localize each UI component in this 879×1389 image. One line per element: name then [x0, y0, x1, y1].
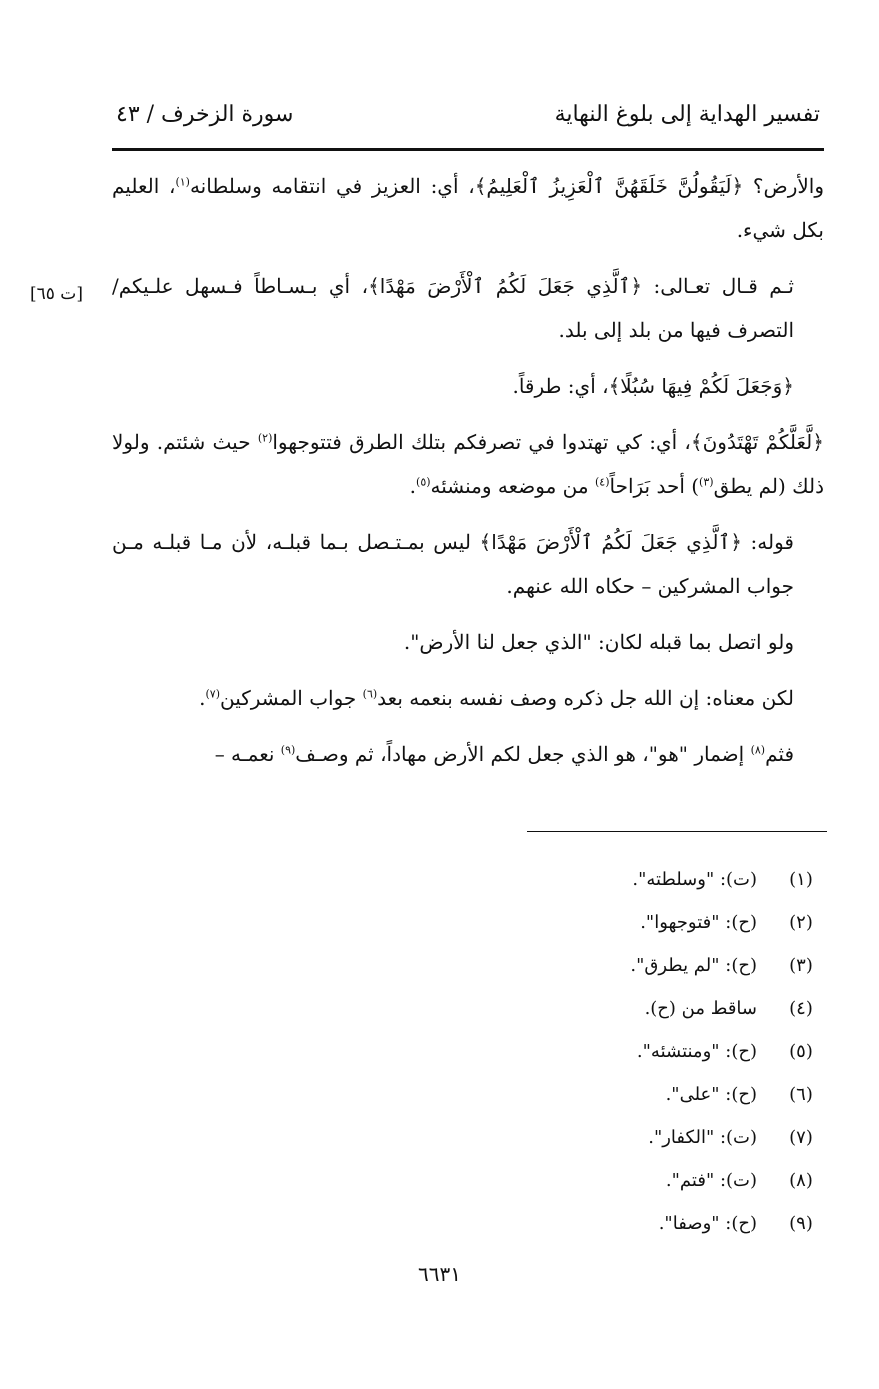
quran-verse: ﴿وَجَعَلَ لَكُمْ فِيهَا سُبُلًا﴾ — [608, 374, 794, 398]
footnote-ref: (٢) — [257, 431, 273, 445]
text-segment: . — [409, 474, 417, 498]
text-segment: من موضعه ومنشئه — [430, 474, 595, 498]
text-segment: قوله: — [741, 530, 794, 554]
footnote-item — [471, 858, 831, 901]
footnote-text: (ت): "الكفار". — [648, 1127, 757, 1148]
text-segment: ) أحد بَرَاحاً — [609, 474, 700, 498]
text-segment: ولو اتصل بما قبله لكان: "الذي جعل لنا الأرض". — [403, 630, 794, 654]
paragraph-6 — [112, 620, 824, 664]
footnotes-list — [471, 858, 831, 1245]
footnote-ref: (١) — [175, 175, 190, 189]
footnote-item — [471, 901, 831, 944]
footnote-item — [471, 1159, 831, 1202]
footnote-item — [471, 1073, 831, 1116]
text-segment: ، أي: كي تهتدوا في تصرفكم بتلك الطرق فتتوجهوا — [272, 430, 691, 454]
text-segment: حيث شئتم. ولولا ذلك (لم يطق — [112, 430, 824, 498]
footnote-number: (٥) — [789, 1041, 813, 1062]
book-title: تفسير الهداية إلى بلوغ النهاية — [554, 102, 820, 127]
footnote-text: (ح): "لم يطرق". — [630, 955, 757, 976]
footnote-ref: (٤) — [594, 475, 610, 489]
footnote-text: ساقط من (ح). — [644, 998, 757, 1019]
footnote-number: (٢) — [789, 912, 813, 933]
footnote-ref: (٥) — [416, 475, 431, 489]
quran-verse: ﴿ٱلَّذِي جَعَلَ لَكُمُ ٱلْأَرْضَ مَهْدًا﴾ — [368, 274, 643, 298]
text-segment: إضمار "هو"، هو الذي جعل لكم الأرض مهاداً، ثم وصـف — [295, 742, 751, 766]
page-number: ٦٦٣١ — [418, 1262, 461, 1286]
footnote-item — [471, 1202, 831, 1245]
paragraph-7 — [112, 676, 824, 720]
text-segment: فثم — [765, 742, 794, 766]
text-segment: والأرض؟ — [743, 174, 824, 198]
footnote-text: (ح): "على". — [665, 1084, 757, 1105]
footnote-text: (ح): "فتوجهوا". — [640, 912, 757, 933]
text-segment: لكن معناه: إن الله جل ذكره وصف نفسه بنعمه بعد — [377, 686, 794, 710]
text-segment: ، أي: العزيز في انتقامه وسلطانه — [189, 174, 475, 198]
paragraph-1 — [112, 164, 824, 252]
text-segment: ليس بمـتـصل بـما قبلـه، لأن مـا قبلـه مـن جواب المشركين – حكاه الله عنهم. — [112, 530, 794, 598]
footnote-text: (ح): "ومنتشئه". — [636, 1041, 757, 1062]
text-segment: ثـم قـال تعـالى: — [642, 274, 795, 298]
footnote-number: (٤) — [789, 998, 813, 1019]
footnote-ref: (٦) — [362, 687, 378, 701]
footnote-number: (٨) — [789, 1170, 813, 1191]
paragraph-5 — [112, 520, 824, 608]
footnote-item — [471, 944, 831, 987]
footnote-text: (ح): "وصفا". — [658, 1213, 757, 1234]
text-segment: جواب المشركين — [219, 686, 363, 710]
footnote-separator — [527, 831, 827, 832]
text-segment: ، العليم بكل شيء. — [112, 174, 824, 242]
quran-verse: ﴿لَّعَلَّكُمْ تَهْتَدُونَ﴾ — [690, 430, 824, 454]
footnote-item — [471, 1030, 831, 1073]
paragraph-2 — [112, 264, 824, 352]
text-segment: نعمـه – — [214, 742, 281, 766]
footnote-item — [471, 987, 831, 1030]
quran-verse: ﴿ٱلَّذِي جَعَلَ لَكُمُ ٱلْأَرْضَ مَهْدًا﴾ — [479, 530, 742, 554]
paragraph-8 — [112, 732, 824, 776]
text-segment: ، أي: طرقاً. — [512, 374, 609, 398]
text-segment: ، أي بـسـاطاً فـسهل علـيكم/ التصرف فيها من بلد إلى بلد. — [112, 274, 794, 342]
footnote-ref: (٨) — [750, 743, 766, 757]
footnote-ref: (٣) — [699, 475, 714, 489]
running-header — [112, 98, 824, 138]
main-text — [112, 164, 824, 788]
footnote-item — [471, 1116, 831, 1159]
header-rule — [112, 148, 824, 151]
footnote-ref: (٩) — [280, 743, 296, 757]
footnote-number: (٩) — [789, 1213, 813, 1234]
manuscript-margin-note: [ت ٦٥] — [30, 284, 83, 304]
footnote-number: (١) — [789, 869, 813, 890]
text-segment: . — [199, 686, 206, 710]
paragraph-4 — [112, 420, 824, 508]
footnote-ref: (٧) — [205, 687, 220, 701]
footnote-number: (٣) — [789, 955, 813, 976]
footnote-text: (ت): "فتم". — [665, 1170, 757, 1191]
footnote-text: (ت): "وسلطته". — [632, 869, 757, 890]
paragraph-3 — [112, 364, 824, 408]
footnote-number: (٧) — [789, 1127, 813, 1148]
surah-label: سورة الزخرف / ٤٣ — [116, 102, 294, 127]
footnote-number: (٦) — [789, 1084, 813, 1105]
quran-verse: ﴿لَيَقُولُنَّ خَلَقَهُنَّ ٱلْعَزِيزُ ٱلْعَلِيمُ﴾ — [474, 174, 744, 198]
